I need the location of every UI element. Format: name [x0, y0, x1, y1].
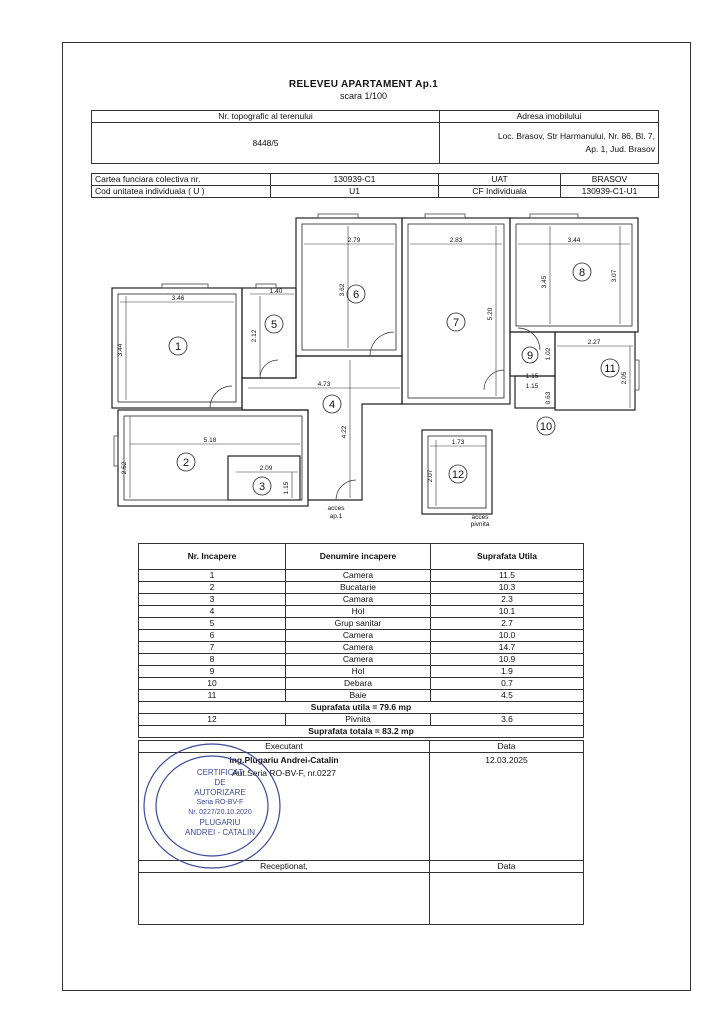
dim-label: 5.20 [487, 307, 494, 321]
table-cell: Pivnita [286, 714, 431, 726]
receptionat-label: Receptionat, [139, 861, 430, 873]
cf-label: Cartea funciara colectiva nr. [92, 174, 271, 186]
table-row [139, 642, 584, 654]
dim-label: 2.09 [259, 465, 273, 472]
uat-label: UAT [439, 174, 561, 186]
table-cell: 2.7 [431, 618, 584, 630]
table-cell: Camera [286, 630, 431, 642]
room-label-10: 10 [539, 421, 553, 433]
header-suprafata: Suprafata Utila [431, 544, 584, 570]
table-cell: Grup sanitar [286, 618, 431, 630]
header-denumire: Denumire incapere [286, 544, 431, 570]
room-label-6: 6 [352, 289, 360, 301]
cod-label: Cod unitatea individuala ( U ) [92, 186, 271, 198]
table-cell: 5 [139, 618, 286, 630]
table-row [139, 582, 584, 594]
cfi-value: 130939-C1-U1 [561, 186, 659, 198]
acces-pivnita-label-2: pivnita [470, 521, 490, 528]
table-row [139, 606, 584, 618]
room-label-7: 7 [452, 317, 460, 329]
dim-label: 3.44 [117, 343, 124, 357]
header-nr: Nr. Incapere [139, 544, 286, 570]
dim-label: 5.18 [203, 437, 217, 444]
dim-label: 1.15 [525, 383, 539, 390]
page-title: RELEVEU APARTAMENT Ap.1 [288, 79, 439, 90]
dim-label: 1.73 [451, 439, 465, 446]
dim-label: 2.83 [449, 237, 463, 244]
dim-label: 3.44 [567, 237, 581, 244]
table-cell: Camera [286, 654, 431, 666]
table-cell: 3.6 [431, 714, 584, 726]
page-scale: scara 1/100 [339, 91, 388, 101]
cod-value: U1 [271, 186, 439, 198]
acces-ap-label-2: ap.1 [329, 513, 343, 520]
dim-label: 2.12 [251, 329, 258, 343]
table-cell: 11 [139, 690, 286, 702]
dim-label: 2.27 [587, 339, 601, 346]
table-row [139, 618, 584, 630]
cfi-label: CF Individuala [439, 186, 561, 198]
table-cell: 1 [139, 570, 286, 582]
table-cell: 11.5 [431, 570, 584, 582]
table-cell: Bucatarie [286, 582, 431, 594]
table-cell: Debara [286, 678, 431, 690]
stamp-line: DE [214, 778, 226, 787]
dim-label: 1.40 [269, 288, 283, 295]
dim-label: 2.07 [427, 469, 434, 483]
table-cell: 8 [139, 654, 286, 666]
table-cell: 9 [139, 666, 286, 678]
table-cell: 0.7 [431, 678, 584, 690]
executant-aut: Aut.Seria RO-BV-F, nr.0227 [232, 768, 336, 778]
executant-name: ing.Plugariu Andrei-Catalin [229, 755, 339, 765]
table-cell: 4.5 [431, 690, 584, 702]
acces-pivnita-label-1: acces [471, 514, 489, 521]
table-row [139, 678, 584, 690]
table-row [139, 690, 584, 702]
dim-label: 2.52 [121, 461, 128, 475]
executant-label: Executant [139, 741, 430, 753]
table-cell: 4 [139, 606, 286, 618]
rooms-table [138, 543, 584, 738]
room-4-outline [242, 356, 402, 500]
dim-label: 2.79 [347, 237, 361, 244]
table-cell: 2 [139, 582, 286, 594]
table-cell: Hol [286, 606, 431, 618]
data-label: Data [430, 741, 584, 753]
table-cell: 14.7 [431, 642, 584, 654]
room-2-outline [118, 410, 308, 506]
room-label-2: 2 [182, 457, 190, 469]
dim-label: 1.15 [283, 481, 290, 495]
table-cell: Camera [286, 642, 431, 654]
property-info-table [91, 110, 659, 164]
receptionat-area [139, 873, 430, 925]
room-label-11: 11 [604, 363, 616, 375]
room-label-9: 9 [526, 350, 534, 362]
table-cell: 10.1 [431, 606, 584, 618]
dim-label: 2.05 [621, 371, 628, 385]
receptionat-date-area [430, 873, 584, 925]
dim-label: 1.02 [545, 347, 552, 361]
table-cell: 12 [139, 714, 286, 726]
address-line-1: Loc. Brasov, Str Harmanului, Nr. 86, Bl. 7, [497, 131, 655, 141]
address-value [440, 123, 659, 164]
room-label-12: 12 [451, 469, 465, 481]
dim-label: 4.22 [341, 425, 348, 439]
dim-label: 0.63 [545, 391, 552, 405]
dim-label: 3.62 [339, 283, 346, 297]
table-row [139, 666, 584, 678]
room-label-3: 3 [258, 481, 266, 493]
table-cell: Camara [286, 594, 431, 606]
dim-label: 3.45 [541, 275, 548, 289]
dim-label: 3.46 [171, 295, 185, 302]
table-cell: 7 [139, 642, 286, 654]
table-cell: 2.3 [431, 594, 584, 606]
room-label-5: 5 [270, 319, 278, 331]
total-totala: Suprafata totala = 83.2 mp [139, 726, 584, 738]
table-row [139, 570, 584, 582]
floor-plan [100, 210, 640, 530]
room-8-outline [510, 218, 638, 332]
address-line-2: Ap. 1, Jud. Brasov [585, 144, 655, 154]
room-label-4: 4 [328, 399, 336, 411]
table-cell: Baie [286, 690, 431, 702]
room-label-8: 8 [578, 267, 586, 279]
table-cell: Hol [286, 666, 431, 678]
table-cell: 10.0 [431, 630, 584, 642]
table-cell: 3 [139, 594, 286, 606]
table-cell: 10 [139, 678, 286, 690]
stamp-text [175, 768, 265, 838]
stamp-line: Seria RO-BV-F [196, 799, 244, 806]
dim-label: 3.07 [611, 269, 618, 283]
topo-value: 8448/5 [92, 123, 440, 164]
stamp-line: AUTORIZARE [194, 788, 246, 797]
dim-label: 1.15 [525, 373, 539, 380]
data-label-2: Data [430, 861, 584, 873]
table-cell: 6 [139, 630, 286, 642]
acces-ap-label-1: acces [327, 505, 345, 512]
topo-label: Nr. topografic al terenului [92, 111, 440, 123]
data-value: 12.03.2025 [430, 753, 584, 861]
stamp-line: CERTIFICAT [196, 768, 244, 777]
table-cell: 10.3 [431, 582, 584, 594]
stamp-line: Nr. 0227/20.10.2020 [188, 809, 252, 816]
cf-info-table [91, 173, 659, 198]
table-row [139, 630, 584, 642]
table-row [139, 594, 584, 606]
table-cell: 1.9 [431, 666, 584, 678]
stamp-line: PLUGARIU [199, 818, 241, 827]
cf-value: 130939-C1 [271, 174, 439, 186]
total-utila: Suprafata utila = 79.6 mp [139, 702, 584, 714]
address-label: Adresa imobilului [440, 111, 659, 123]
table-row [139, 654, 584, 666]
table-cell: 10.9 [431, 654, 584, 666]
uat-value: BRASOV [561, 174, 659, 186]
stamp-line: ANDREI - CATALIN [185, 828, 255, 837]
room-label-1: 1 [174, 341, 182, 353]
table-cell: Camera [286, 570, 431, 582]
dim-label: 4.73 [317, 381, 331, 388]
